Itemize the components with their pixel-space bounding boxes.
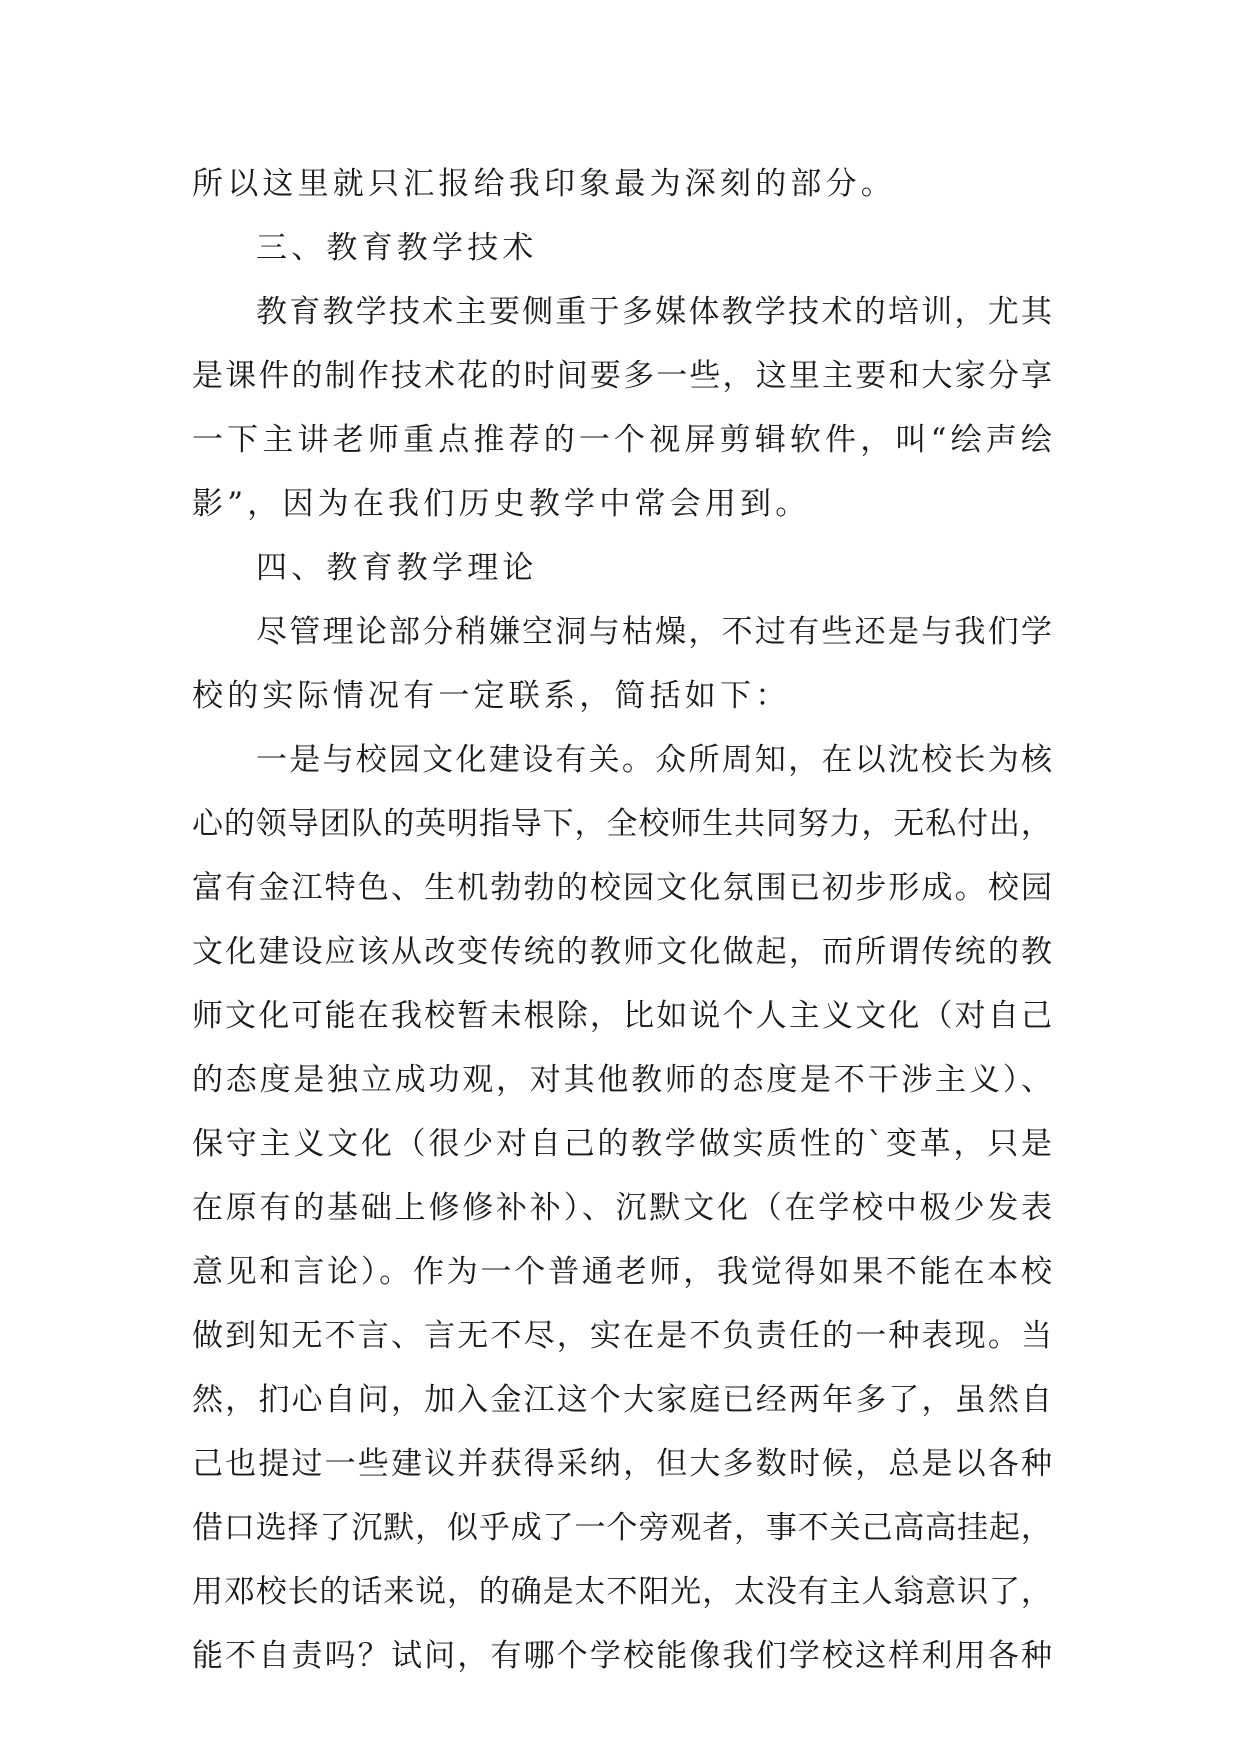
text-line: 保守主义文化（很少对自己的教学做实质性的`变革，只是 bbox=[192, 1126, 1055, 1162]
text-line: 能不自责吗？试问，有哪个学校能像我们学校这样利用各种 bbox=[192, 1638, 1055, 1674]
text-line: 文化建设应该从改变传统的教师文化做起，而所谓传统的教 bbox=[192, 934, 1055, 970]
text-line: 一下主讲老师重点推荐的一个视屏剪辑软件，叫“绘声绘 bbox=[192, 422, 1057, 458]
text-line: 影”，因为在我们历史教学中常会用到。 bbox=[192, 486, 811, 522]
text-line: 然，扪心自问，加入金江这个大家庭已经两年多了，虽然自 bbox=[192, 1382, 1055, 1418]
text-line: 教育教学技术主要侧重于多媒体教学技术的培训，尤其 bbox=[256, 294, 1055, 330]
text-line: 三、教育教学技术 bbox=[256, 230, 538, 266]
text-line: 在原有的基础上修修补补）、沉默文化（在学校中极少发表 bbox=[192, 1190, 1055, 1226]
text-line: 做到知无不言、言无不尽，实在是不负责任的一种表现。当 bbox=[192, 1318, 1055, 1354]
text-line: 意见和言论）。作为一个普通老师，我觉得如果不能在本校 bbox=[192, 1254, 1055, 1290]
text-line: 校的实际情况有一定联系，简括如下： bbox=[192, 678, 791, 714]
text-line: 尽管理论部分稍嫌空洞与枯燥，不过有些还是与我们学 bbox=[256, 614, 1055, 650]
text-line: 借口选择了沉默，似乎成了一个旁观者，事不关己高高挂起， bbox=[192, 1510, 1053, 1546]
text-line: 心的领导团队的英明指导下，全校师生共同努力，无私付出， bbox=[192, 806, 1053, 842]
text-line: 师文化可能在我校暂未根除，比如说个人主义文化（对自己 bbox=[192, 998, 1055, 1034]
text-line: 一是与校园文化建设有关。众所周知，在以沈校长为核 bbox=[256, 742, 1055, 778]
text-line: 是课件的制作技术花的时间要多一些，这里主要和大家分享 bbox=[192, 358, 1055, 394]
text-line: 的态度是独立成功观，对其他教师的态度是不干涉主义）、 bbox=[192, 1062, 1055, 1098]
document-body bbox=[192, 152, 1057, 1688]
text-line: 己也提过一些建议并获得采纳，但大多数时候，总是以各种 bbox=[192, 1446, 1055, 1482]
text-line: 富有金江特色、生机勃勃的校园文化氛围已初步形成。校园 bbox=[192, 870, 1055, 906]
text-line: 所以这里就只汇报给我印象最为深刻的部分。 bbox=[192, 166, 896, 202]
text-line: 四、教育教学理论 bbox=[256, 550, 538, 586]
text-line: 用邓校长的话来说，的确是太不阳光，太没有主人翁意识了， bbox=[192, 1574, 1053, 1610]
